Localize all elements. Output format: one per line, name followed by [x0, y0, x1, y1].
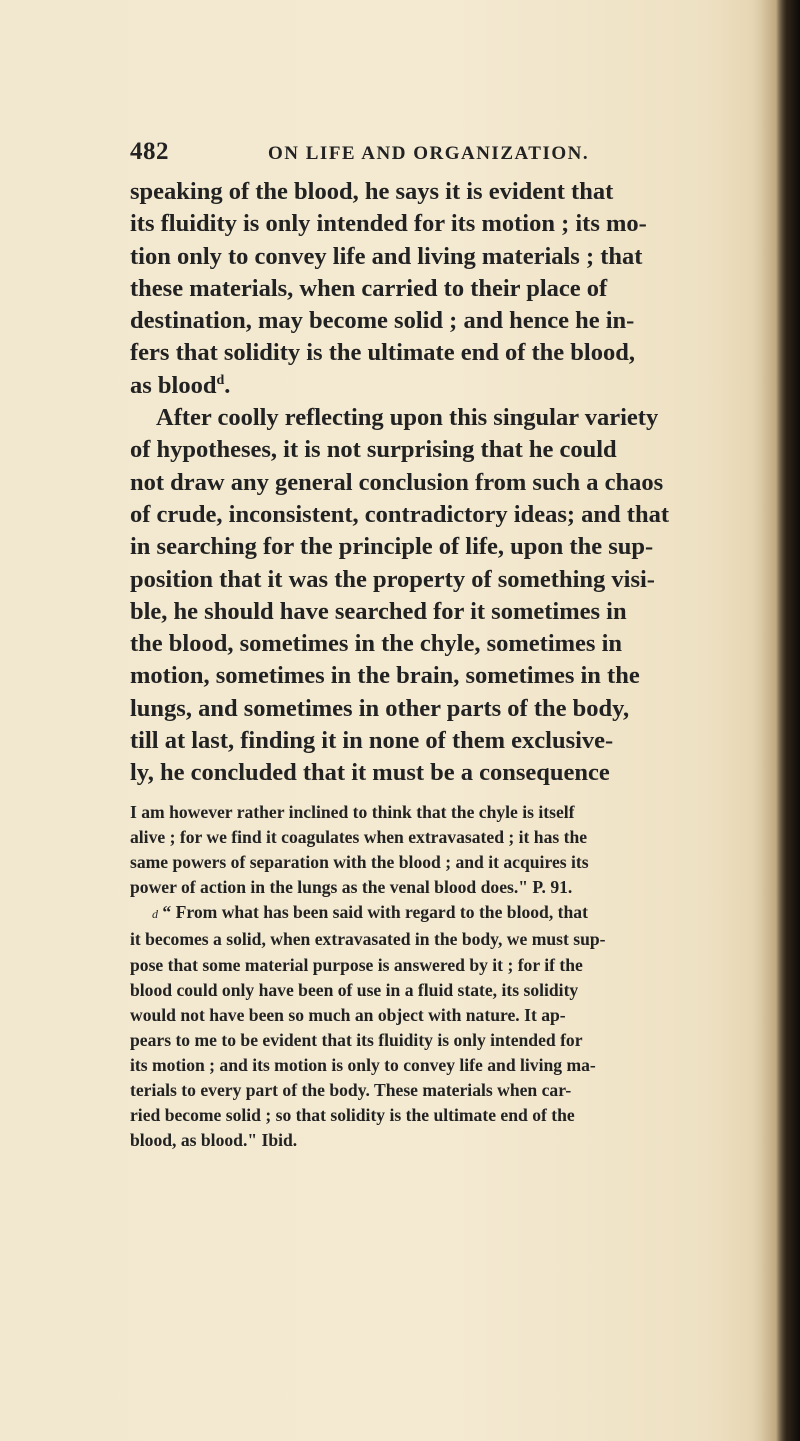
- text-line: destination, may become solid ; and hence he in-: [130, 307, 635, 335]
- footnote-line: pose that some material purpose is answered by it ; for if the: [130, 954, 583, 975]
- text-line: tion only to convey life and living materials ; that: [130, 242, 643, 270]
- text-line: not draw any general conclusion from such a chaos: [130, 468, 664, 496]
- text-line: in searching for the principle of life, upon the sup-: [130, 533, 654, 561]
- footnote-line: ried become solid ; so that solidity is the ultimate end of the: [130, 1105, 575, 1126]
- footnote-marker: d: [152, 907, 158, 922]
- footnote-line: power of action in the lungs as the venal blood does." P. 91.: [130, 877, 573, 898]
- main-text: [130, 176, 730, 790]
- text-line: ble, he should have searched for it sometimes in: [130, 597, 627, 625]
- text-line: of crude, inconsistent, contradictory ideas; and that: [130, 500, 669, 528]
- text-line: ly, he concluded that it must be a consequence: [130, 759, 610, 787]
- footnote-line: would not have been so much an object with nature. It ap-: [130, 1004, 566, 1025]
- footnote-ref-suffix: .: [224, 371, 231, 399]
- footnotes: [130, 800, 730, 1153]
- paragraph-start-line: After coolly reflecting upon this singular variety: [156, 404, 659, 432]
- text-line: motion, sometimes in the brain, sometimes in the: [130, 662, 640, 690]
- text-line: these materials, when carried to their place of: [130, 274, 608, 302]
- text-line: speaking of the blood, he says it is evident that: [130, 178, 614, 205]
- footnote-line: its motion ; and its motion is only to convey life and living ma-: [130, 1054, 596, 1075]
- footnote-line: pears to me to be evident that its fluidity is only intended for: [130, 1029, 583, 1050]
- text-line: the blood, sometimes in the chyle, sometimes in: [130, 630, 622, 658]
- footnote-line: blood could only have been of use in a fluid state, its solidity: [130, 979, 579, 1000]
- footnote-reference: d: [216, 372, 225, 388]
- footnote-line: it becomes a solid, when extravasated in the body, we must sup-: [130, 929, 606, 950]
- text-line: of hypotheses, it is not surprising that he could: [130, 436, 617, 464]
- footnote-d-start: [130, 900, 730, 927]
- text-line-with-note: [130, 370, 730, 402]
- footnote-line: I am however rather inclined to think that the chyle is itself: [130, 802, 575, 822]
- footnote-line: terials to every part of the body. These materials when car-: [130, 1080, 572, 1101]
- page-number: 482: [130, 138, 169, 165]
- footnote-line: same powers of separation with the blood ; and it acquires its: [130, 852, 589, 873]
- footnote-line: blood, as blood." Ibid.: [130, 1130, 298, 1151]
- running-head: ON LIFE AND ORGANIZATION.: [268, 143, 590, 164]
- text-line: lungs, and sometimes in other parts of the body,: [130, 694, 630, 722]
- footnote-line: alive ; for we find it coagulates when extravasated ; it has the: [130, 827, 588, 848]
- text-line: fers that solidity is the ultimate end of the blood,: [130, 339, 635, 367]
- page-header: [130, 138, 650, 178]
- text-line: position that it was the property of something visi-: [130, 565, 655, 593]
- footnote-text: “ From what has been said with regard to the blood, that: [162, 902, 588, 923]
- text-fragment: as blood: [130, 371, 217, 399]
- page-edge-shadow: [760, 0, 800, 1441]
- text-line: its fluidity is only intended for its motion ; its mo-: [130, 210, 647, 238]
- text-line: till at last, finding it in none of them exclusive-: [130, 727, 614, 755]
